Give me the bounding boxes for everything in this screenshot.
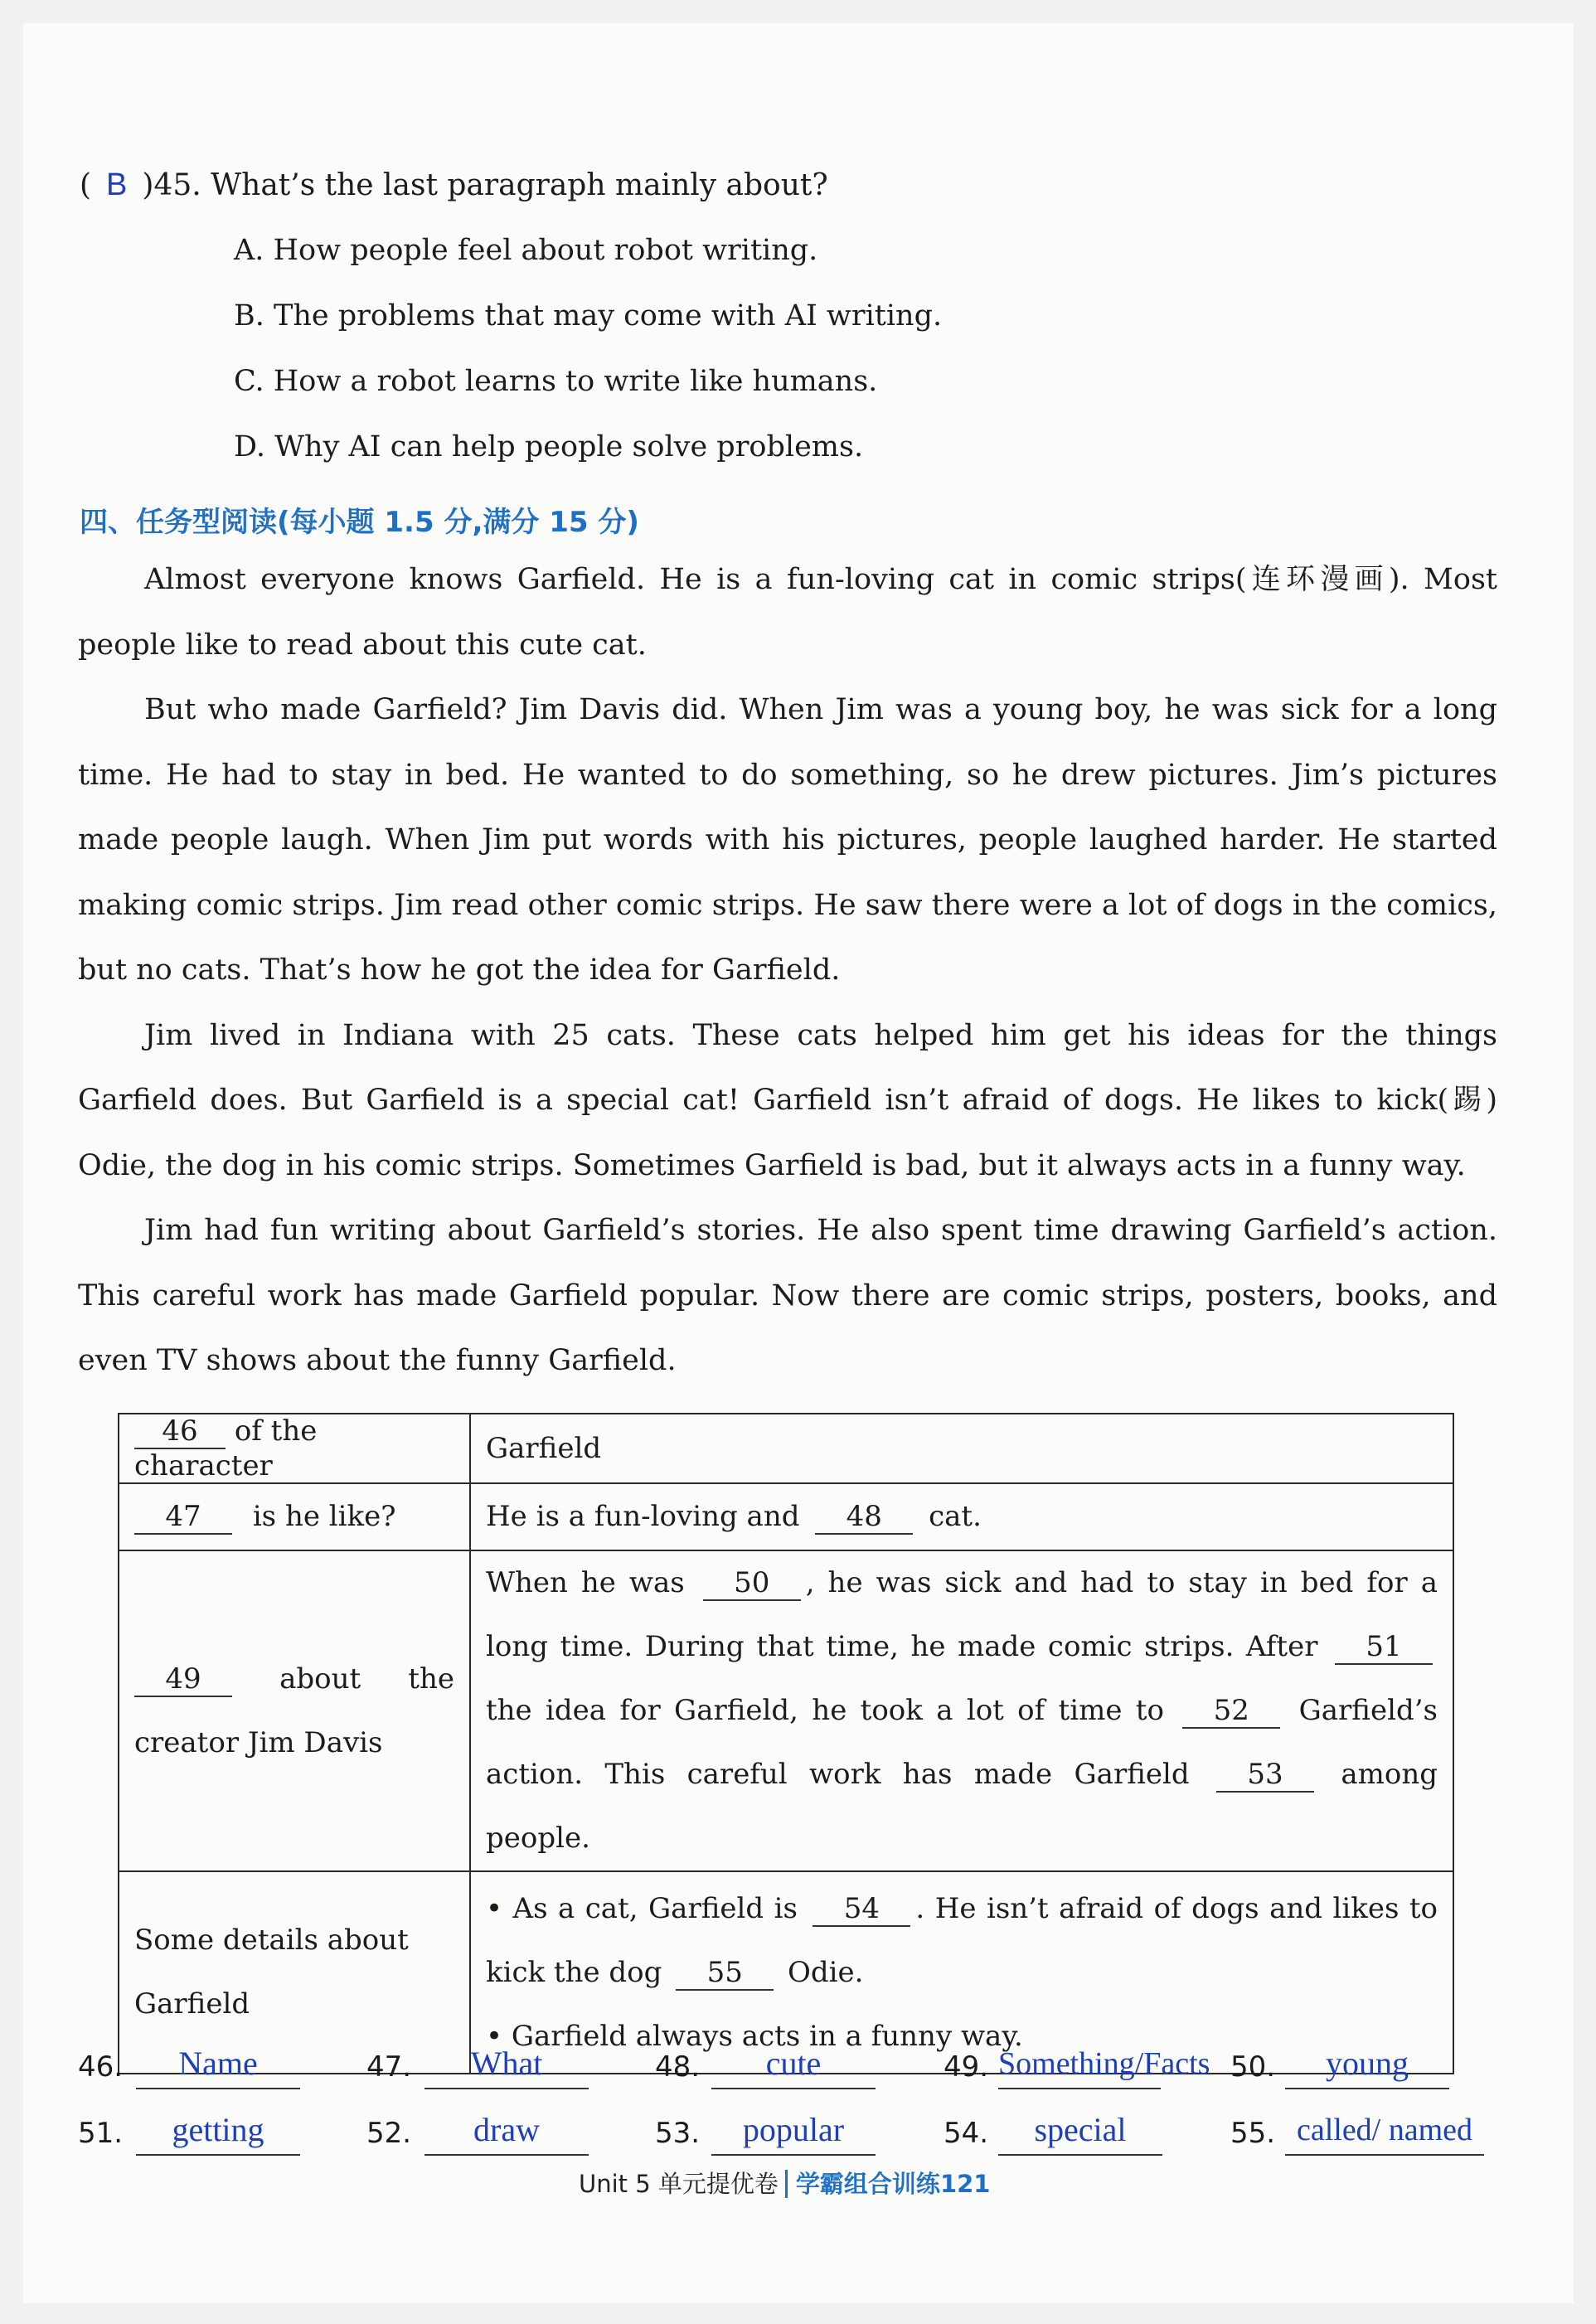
table-cell: Some details about Garfield [119, 1871, 470, 2074]
blank-54: 54 [813, 1893, 910, 1927]
cell-text: • As a cat, Garfield is [486, 1891, 798, 1925]
blank-51: 51 [1335, 1631, 1433, 1665]
answer-52 [366, 2111, 540, 2150]
answer-53 [655, 2111, 845, 2150]
option-b: B. The problems that may come with AI writing. [234, 299, 943, 332]
cell-text: the idea for Garfield, he took a lot of time to [486, 1694, 1164, 1728]
cell-text: of the character [134, 1414, 318, 1483]
answer-value: cute [711, 2043, 876, 2089]
answer-number: 54. [944, 2117, 989, 2150]
answer-number: 46. [78, 2050, 124, 2084]
passage-paragraph: But who made Garfield? Jim Davis did. When Jim was a young boy, he was sick for a long time. He had to stay in bed. He wanted to do something, so he drew pictures. Jim’s pictures made people laugh. When Jim put words with his pictures, people laughed harder. He started making comic strips. Jim read other comic strips. He saw there were a lot of dogs in the comics, but no cats. That’s how he got the idea for Garfield. [78, 693, 1497, 987]
question-bracket: ( [80, 168, 92, 202]
footer-unit: Unit 5 单元提优卷 [579, 2170, 779, 2198]
answer-value: special [998, 2109, 1162, 2156]
cell-text: When he was [486, 1566, 685, 1600]
cell-text: about [279, 1662, 361, 1696]
cell-text: creator Jim Davis [134, 1725, 383, 1759]
cell-text: the [408, 1662, 454, 1696]
blank-52: 52 [1182, 1695, 1280, 1729]
blank-49: 49 [134, 1663, 232, 1697]
cell-text: , he was sick and had to stay in bed for a long time. During that time, he made comic strips. After [486, 1566, 1438, 1664]
answer-value: draw [424, 2109, 589, 2156]
question-45 [80, 167, 828, 203]
cell-text: • Garfield always acts in a funny way. [486, 2019, 1023, 2053]
answer-50 [1230, 2045, 1409, 2084]
page-footer [579, 2166, 990, 2200]
footer-brand-text: 学霸组合训练 [795, 2170, 940, 2198]
table-cell [470, 1550, 1453, 1871]
table-cell [119, 1483, 470, 1550]
answer-number: 47. [366, 2050, 412, 2084]
table-cell [119, 1414, 470, 1483]
option-c: C. How a robot learns to write like humans. [234, 365, 878, 398]
blank-46: 46 [134, 1415, 226, 1449]
passage [78, 547, 1497, 1394]
answer-51 [78, 2111, 264, 2150]
answer-number: 55. [1230, 2117, 1276, 2150]
blank-48: 48 [815, 1501, 913, 1535]
cell-text: Odie. [788, 1955, 864, 1989]
answer-value: Something/Facts [998, 2043, 1161, 2089]
answer-number: 52. [366, 2117, 412, 2150]
answer-46 [78, 2045, 258, 2084]
table-cell [470, 1483, 1453, 1550]
answer-number: 49. [944, 2050, 989, 2084]
blank-53: 53 [1216, 1759, 1314, 1793]
answer-49 [944, 2046, 1210, 2084]
answer-number: 53. [655, 2117, 701, 2150]
answer-value: Name [136, 2043, 300, 2089]
blank-50: 50 [703, 1567, 801, 1601]
table-row [119, 1550, 1453, 1871]
cell-text: cat. [929, 1500, 982, 1534]
option-d: D. Why AI can help people solve problems. [234, 430, 864, 463]
cell-text: He is a fun-loving and [486, 1500, 800, 1534]
table-row [119, 1483, 1453, 1550]
section-title: 四、任务型阅读(每小题 1.5 分,满分 15 分) [80, 506, 639, 539]
blank-47: 47 [134, 1501, 232, 1535]
cell-text: . He isn’t afraid of dogs and likes to kick the dog [486, 1891, 1438, 1989]
passage-paragraph: Almost everyone knows Garfield. He is a fun-loving cat in comic strips(连环漫画). Most people like to read about this cute cat. [78, 563, 1497, 662]
answer-48 [655, 2045, 822, 2084]
answer-number: 48. [655, 2050, 701, 2084]
passage-paragraph: Jim lived in Indiana with 25 cats. These cats helped him get his ideas for the things Garfield does. But Garfield is a special cat! Garfield isn’t afraid of dogs. He likes to kick(踢) Odie, the dog in his comic strips. Sometimes Garfield is bad, but it always acts in a funny way. [78, 1018, 1497, 1182]
answer-value: popular [711, 2109, 876, 2156]
task-table [118, 1413, 1454, 2074]
answer-value: getting [136, 2109, 300, 2156]
option-a: A. How people feel about robot writing. [234, 234, 818, 267]
answer-number: 50. [1230, 2050, 1276, 2084]
answer-value: What [424, 2043, 589, 2089]
cell-text: among people. [486, 1758, 1438, 1856]
cell-text: Garfield’s action. This careful work has made Garfield [486, 1694, 1438, 1792]
blank-55: 55 [676, 1957, 774, 1991]
answer-value: young [1285, 2043, 1449, 2089]
answer-value: called/ named [1285, 2109, 1484, 2156]
cell-text: is he like? [252, 1499, 396, 1533]
question-45-text: )45. What’s the last paragraph mainly about? [142, 168, 828, 202]
answer-55 [1230, 2113, 1473, 2150]
answer-number: 51. [78, 2117, 124, 2150]
question-45-answer: B [106, 167, 128, 202]
table-cell [119, 1550, 470, 1871]
table-cell: Garfield [470, 1414, 1453, 1483]
answer-54 [944, 2111, 1127, 2150]
table-row [119, 1414, 1453, 1483]
passage-paragraph: Jim had fun writing about Garfield’s stories. He also spent time drawing Garfield’s action. This careful work has made Garfield popular. Now there are comic strips, posters, books, and even TV shows about the funny Garfield. [78, 1214, 1497, 1377]
footer-brand [785, 2170, 991, 2198]
page-number: 121 [939, 2170, 991, 2198]
answer-47 [366, 2045, 543, 2084]
